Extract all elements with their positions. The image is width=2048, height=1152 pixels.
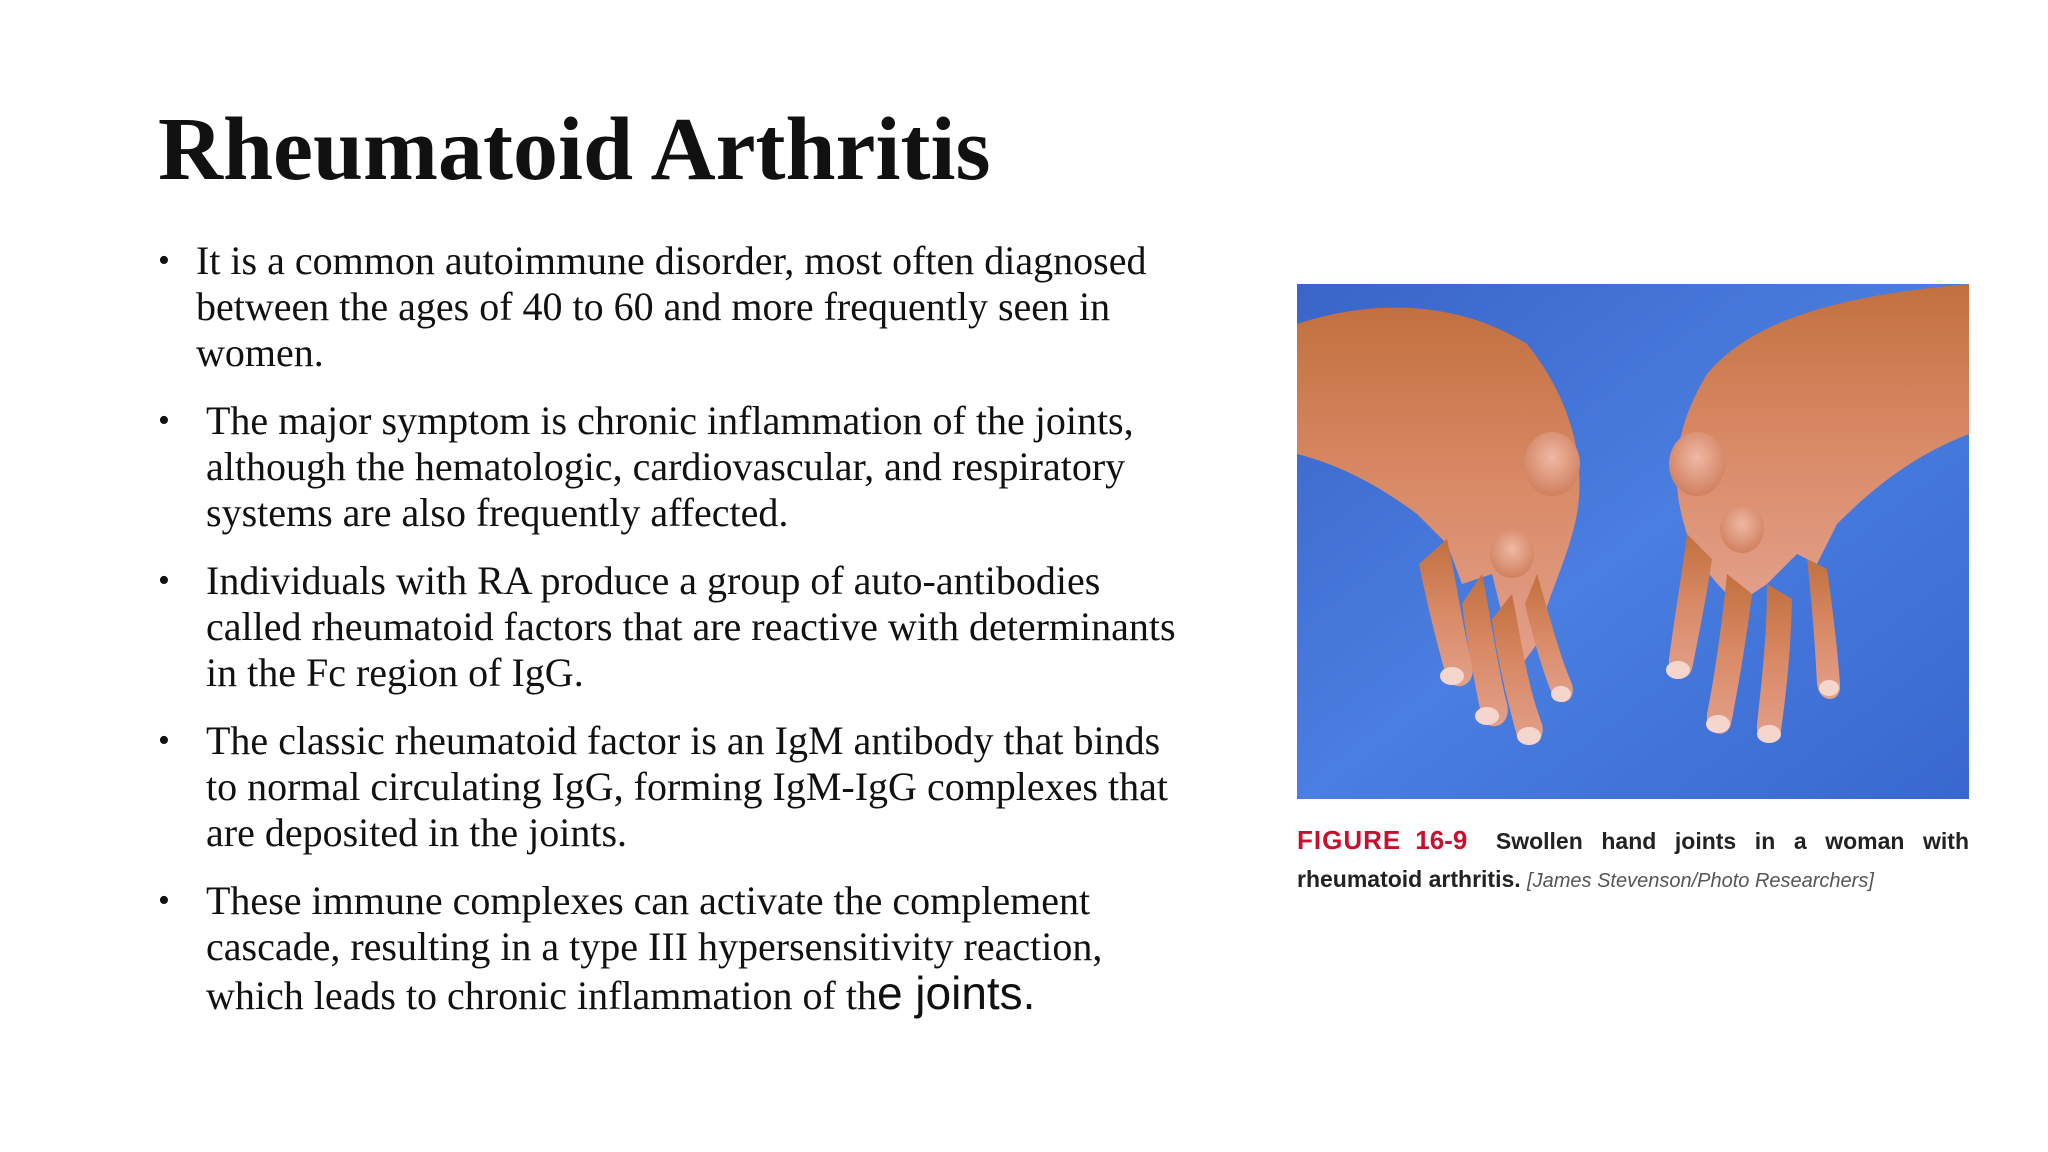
bullet-text: It is a common autoimmune disorder, most often diagnosed between the ages of 40 to 60 and more frequently seen in women. [196, 238, 1147, 375]
swollen-hands-photo [1297, 284, 1969, 799]
bullet-list [158, 238, 1198, 1041]
figure-caption [1297, 821, 1969, 900]
slide-title: Rheumatoid Arthritis [158, 100, 991, 199]
bullet-marker: • [158, 402, 170, 439]
bullet-marker: • [158, 722, 170, 759]
bullet-text [206, 878, 1198, 1019]
figure [1297, 284, 1969, 900]
bullet-text: Individuals with RA produce a group of auto-antibodies called rheumatoid factors that are reactive with determinants in the Fc region of IgG. [206, 558, 1176, 695]
bullet-marker: • [158, 882, 170, 919]
bullet-text: The classic rheumatoid factor is an IgM antibody that binds to normal circulating IgG, forming IgM-IgG complexes that are deposited in the joints. [206, 718, 1168, 855]
figure-number: 16-9 [1415, 825, 1468, 855]
bullet-item-3 [158, 558, 1198, 696]
figure-label: FIGURE [1297, 825, 1402, 855]
bullet-item-4 [158, 718, 1198, 856]
bullet-item-5 [158, 878, 1198, 1019]
bullet-item-2 [158, 398, 1198, 536]
bullet-marker: • [158, 242, 170, 279]
bullet-text-tail: e joints. [876, 967, 1036, 1019]
bullet-marker: • [158, 562, 170, 599]
bullet-item-1 [158, 238, 1198, 376]
figure-caption-text: Swollen hand joints in a woman with rheumatoid arthritis. [1297, 828, 1970, 892]
bullet-text: The major symptom is chronic inflammation of the joints, although the hematologic, cardiovascular, and respiratory systems are also frequently affected. [206, 398, 1134, 535]
figure-credit: [James Stevenson/Photo Researchers] [1527, 870, 1874, 892]
bullet-text-main: These immune complexes can activate the complement cascade, resulting in a type III hypersensitivity reaction, which leads to chronic inflammation of th [206, 878, 1103, 1018]
